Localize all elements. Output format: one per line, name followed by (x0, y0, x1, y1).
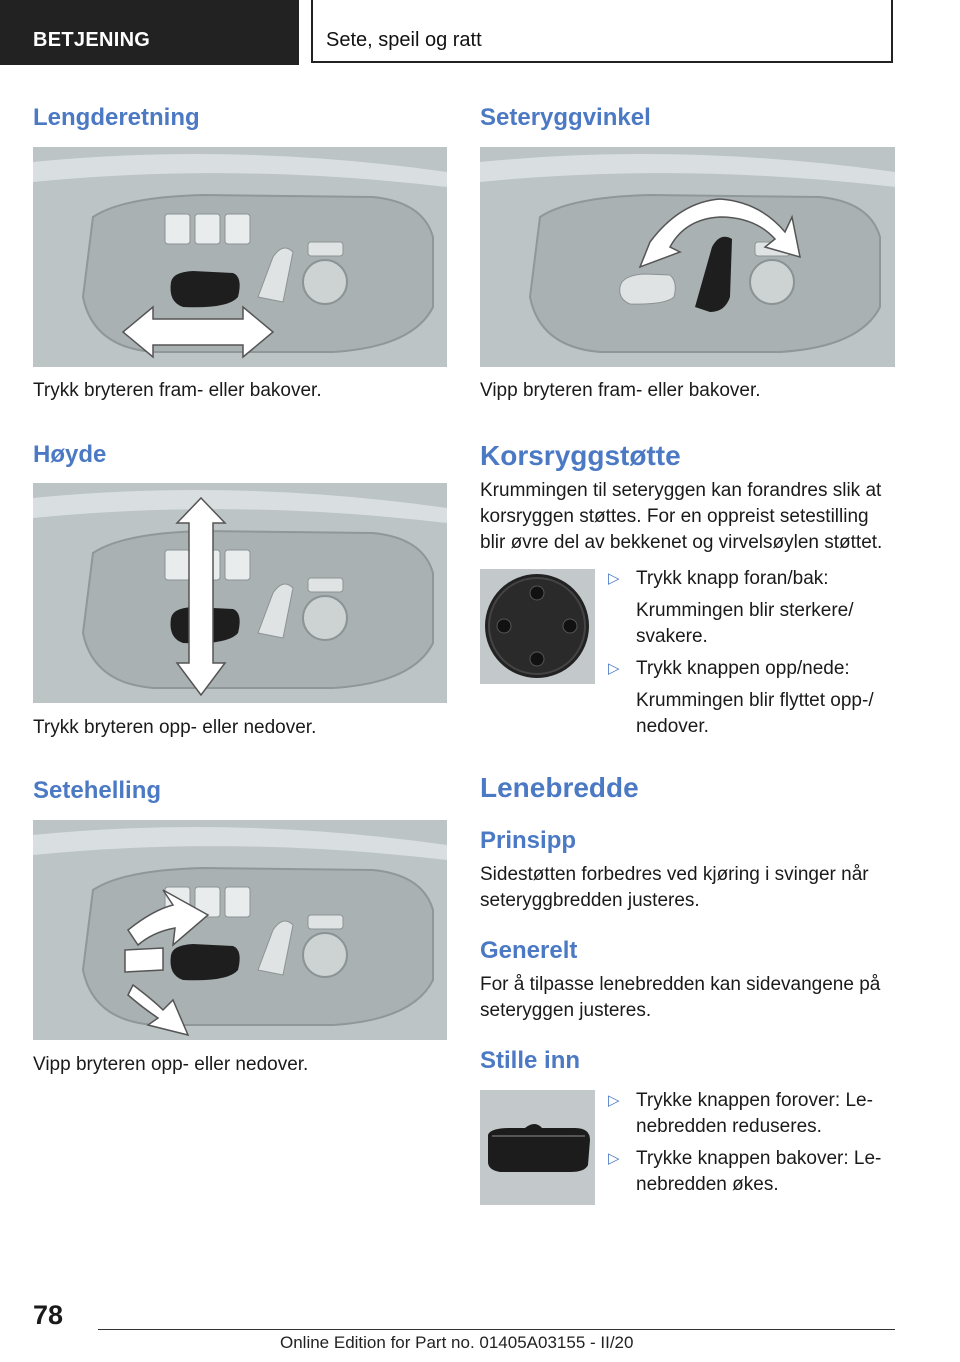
heading-setehelling: Setehelling (33, 777, 162, 804)
heading-hoyde: Høyde (33, 441, 107, 468)
lumbar-support-knob-figure (480, 569, 595, 684)
list-item: ▷ Trykk knapp foran/bak: (608, 566, 898, 592)
caption-lengderetning: Trykk bryteren fram- eller bakover. (33, 380, 322, 401)
korsrygg-text-line-2: korsryggen støttes. For en oppreist setestilling (480, 506, 869, 527)
seat-control-backrest-angle-figure (480, 147, 895, 367)
heading-lenebredde: Lenebredde (480, 772, 639, 803)
backrest-width-button-figure (480, 1090, 595, 1205)
korsrygg-instructions (608, 566, 898, 746)
list-item: ▷ Trykke knappen forover: Le- nebredden reduseres. (608, 1090, 873, 1137)
triangle-bullet-icon: ▷ (608, 1092, 620, 1109)
list-item: ▷ Trykk knappen opp/nede: (608, 656, 898, 682)
heading-prinsipp: Prinsipp (480, 827, 577, 854)
generelt-text-line-2: seteryggen justeres. (480, 1000, 652, 1021)
prinsipp-text-line-1: Sidestøtten forbedres ved kjøring i svinger når (480, 864, 869, 885)
generelt-text-line-1: For å tilpasse lenebredden kan sidevangene på (480, 974, 881, 995)
seat-tilt-illustration (33, 820, 447, 1040)
triangle-bullet-icon: ▷ (608, 660, 620, 677)
prinsipp-text-line-2: seteryggbredden justeres. (480, 890, 700, 911)
seat-height-illustration (33, 483, 447, 703)
list-item-detail: Krummingen blir flyttet opp-/ nedover. (636, 690, 874, 737)
footer-divider (98, 1329, 895, 1330)
caption-hoyde: Trykk bryteren opp- eller nedover. (33, 717, 317, 738)
seat-control-height-figure (33, 483, 447, 703)
list-item: ▷ Trykke knappen bakover: Le- nebredden økes. (608, 1148, 882, 1195)
lenebredde-instructions (608, 1088, 898, 1204)
seat-backrest-illustration (480, 147, 895, 367)
seat-control-longitudinal-figure (33, 147, 447, 367)
width-button-illustration (480, 1090, 595, 1205)
heading-stille-inn: Stille inn (480, 1047, 581, 1074)
seat-control-tilt-figure (33, 820, 447, 1040)
lumbar-knob-illustration (480, 569, 595, 684)
seat-longitudinal-illustration (33, 147, 447, 367)
korsrygg-text-line-1: Krummingen til seteryggen kan forandres slik at (480, 480, 882, 501)
page-number: 78 (33, 1300, 64, 1330)
header-chapter-box (311, 0, 893, 63)
caption-seteryggvinkel: Vipp bryteren fram- eller bakover. (480, 380, 761, 401)
footer-edition-text: Online Edition for Part no. 01405A03155 - II/20 (280, 1333, 634, 1352)
heading-lengderetning: Lengderetning (33, 104, 200, 131)
triangle-bullet-icon: ▷ (608, 1150, 620, 1167)
header-section-tab (0, 0, 299, 65)
header-chapter-label: Sete, speil og ratt (326, 29, 482, 51)
list-item-detail: Krummingen blir sterkere/ svakere. (636, 600, 854, 647)
triangle-bullet-icon: ▷ (608, 570, 620, 587)
caption-setehelling: Vipp bryteren opp- eller nedover. (33, 1054, 309, 1075)
heading-korsryggstotte: Korsryggstøtte (480, 440, 681, 471)
heading-seteryggvinkel: Seteryggvinkel (480, 104, 651, 131)
heading-generelt: Generelt (480, 937, 578, 964)
korsrygg-text-line-3: blir øvre del av bekkenet og virvelsøylen støttet. (480, 532, 883, 553)
header-section-label: BETJENING (33, 29, 151, 51)
